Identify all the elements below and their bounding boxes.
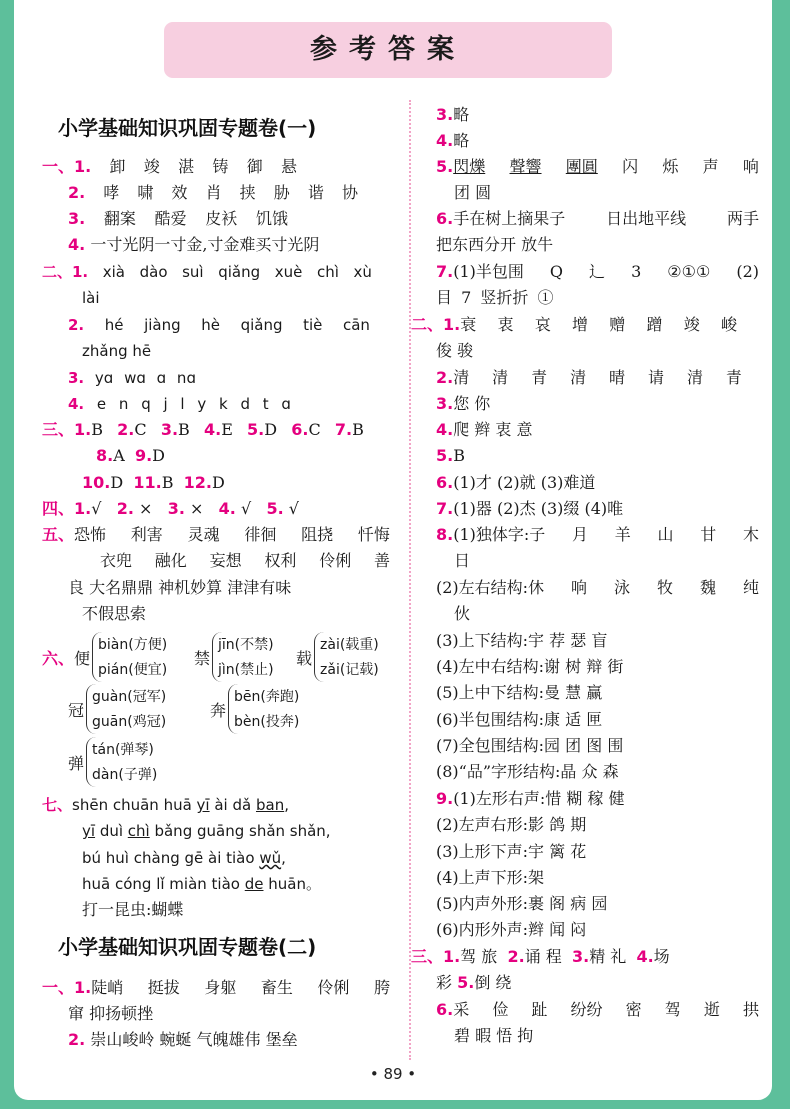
brace-box: guàn(冠军) guān(鸡冠) bbox=[86, 684, 166, 734]
answer-line: 3. 翻案 酷爱 皮袄 饥饿 bbox=[68, 209, 288, 228]
answer-line: (5)上中下结构:曼 慧 赢 bbox=[436, 683, 603, 702]
answer-line: 6.采 俭 趾 纷纷 密 驾 逝 拱 bbox=[436, 1000, 759, 1019]
answer-line: (6)半包围结构:康 适 匣 bbox=[436, 710, 603, 729]
answer-line: 2. hé jiàng hè qiǎng tiè cān bbox=[68, 316, 370, 334]
answer-line: 不假思索 bbox=[82, 604, 147, 623]
answer-line: (6)内形外声:辫 闻 闷 bbox=[436, 920, 587, 939]
page-title: 参考答案 bbox=[310, 34, 466, 65]
polyphone-group: 禁 jīn(不禁) jìn(禁止) bbox=[194, 632, 274, 682]
answer-line: (7)全包围结构:园 团 图 围 bbox=[436, 736, 624, 755]
answer-line: 一、1.陡峭 挺拔 身躯 畜生 伶俐 胯 bbox=[42, 978, 390, 997]
answer-line-cont: 碧 暇 悟 拘 bbox=[454, 1026, 534, 1045]
answer-line: 良 大名鼎鼎 神机妙算 津津有味 bbox=[68, 578, 292, 597]
answer-line: 衣兜 融化 妄想 权利 伶俐 善 bbox=[100, 551, 390, 570]
answer-line-cont: 俊 骏 bbox=[436, 341, 474, 360]
answer-line-cont: 彩 5.倒 绕 bbox=[436, 973, 512, 992]
answer-line: 2. 崇山峻岭 蜿蜒 气魄雄伟 堡垒 bbox=[68, 1030, 298, 1049]
answer-line: 10.D 11.B 12.D bbox=[82, 473, 225, 492]
answer-line: 3.略 bbox=[436, 105, 470, 124]
answer-line: 7.(1)半包围 Q 辶 3 ②①① (2) bbox=[436, 262, 759, 281]
answer-line: 6.手在树上摘果子 日出地平线 两手 bbox=[436, 209, 759, 228]
answer-line: 3.您 你 bbox=[436, 394, 491, 413]
answer-line: (5)内声外形:裹 阁 病 园 bbox=[436, 894, 608, 913]
answer-line: 4.爬 辫 衷 意 bbox=[436, 420, 533, 439]
answer-line: (2)左声右形:影 鸽 期 bbox=[436, 815, 587, 834]
answer-line: (4)上声下形:架 bbox=[436, 868, 545, 887]
answer-line-cont: 团 圆 bbox=[454, 183, 492, 202]
polyphone-group: 弹 tán(弹琴) dàn(子弹) bbox=[68, 737, 157, 787]
answer-line: 4. 一寸光阴一寸金,寸金难买寸光阴 bbox=[68, 235, 320, 254]
answer-line-cont: 把东西分开 放牛 bbox=[436, 235, 554, 254]
answer-line: (3)上形下声:宇 篱 花 bbox=[436, 842, 587, 861]
polyphone-group: 载 zài(载重) zǎi(记载) bbox=[296, 632, 379, 682]
answer-line: 4. e n q j l y k d t ɑ bbox=[68, 395, 291, 413]
answer-line-cont: 目 7 竖折折 ① bbox=[436, 288, 554, 307]
riddle-line: bú huì chàng gē ài tiào wǔ, bbox=[82, 849, 286, 867]
riddle-line: yī duì chì bǎng guāng shǎn shǎn, bbox=[82, 822, 331, 840]
answer-line: (3)上下结构:宇 荐 瑟 盲 bbox=[436, 631, 608, 650]
answer-line: (2)左右结构:休 响 泳 牧 魏 纯 bbox=[436, 578, 759, 597]
page-number: • 89 • bbox=[369, 1065, 417, 1083]
header-banner bbox=[164, 22, 612, 78]
riddle-line: huā cóng lǐ miàn tiào de huān。 bbox=[82, 875, 321, 893]
riddle-line: 七、shēn chuān huā yī ài dǎ ban, bbox=[42, 796, 289, 814]
answer-line: 8.A 9.D bbox=[96, 446, 165, 465]
answer-line: 3. yɑ wɑ ɑ nɑ bbox=[68, 369, 196, 387]
answer-line: 一、1. 卸 竣 湛 铸 御 悬 bbox=[42, 157, 297, 176]
brace-box: tán(弹琴) dàn(子弹) bbox=[86, 737, 157, 787]
answer-line: 2.清 清 青 清 晴 请 清 青 bbox=[436, 368, 742, 387]
polyphone-group: 奔 bēn(奔跑) bèn(投奔) bbox=[210, 684, 299, 734]
answer-line-cont: 窜 抑扬顿挫 bbox=[68, 1004, 154, 1023]
answer-line: 9.(1)左形右声:惜 糊 稼 健 bbox=[436, 789, 625, 808]
answer-line-cont: 伙 bbox=[454, 604, 471, 623]
answer-line: 8.(1)独体字:子 月 羊 山 甘 木 bbox=[436, 525, 759, 544]
brace-box: jīn(不禁) jìn(禁止) bbox=[212, 632, 274, 682]
column-divider bbox=[409, 100, 411, 1060]
answer-line-cont: lài bbox=[82, 289, 100, 307]
answer-line: 三、1.B 2.C 3.B 4.E 5.D 6.C 7.B bbox=[42, 420, 364, 439]
brace-box: zài(载重) zǎi(记载) bbox=[314, 632, 379, 682]
answer-line: 五、恐怖 利害 灵魂 徘徊 阻挠 忏悔 bbox=[42, 525, 390, 544]
answer-line: 四、1.√ 2. × 3. × 4. √ 5. √ bbox=[42, 499, 299, 518]
riddle-answer: 打一昆虫:蝴蝶 bbox=[82, 900, 184, 919]
answer-line: 4.略 bbox=[436, 131, 470, 150]
section-title-2: 小学基础知识巩固专题卷(二) bbox=[58, 935, 317, 959]
brace-box: biàn(方便) pián(便宜) bbox=[92, 632, 167, 682]
polyphone-group: 冠 guàn(冠军) guān(鸡冠) bbox=[68, 684, 166, 734]
brace-box: bēn(奔跑) bèn(投奔) bbox=[228, 684, 299, 734]
answer-page bbox=[14, 0, 772, 1100]
answer-line-cont: zhǎng hē bbox=[82, 342, 152, 360]
answer-line: 2. 哮 啸 效 肖 挟 胁 谐 协 bbox=[68, 183, 358, 202]
answer-line: 二、1. xià dào suì qiǎng xuè chì xù bbox=[42, 263, 372, 281]
polyphone-group: 六、 便 biàn(方便) pián(便宜) bbox=[42, 632, 167, 682]
answer-line-cont: 日 bbox=[454, 551, 471, 570]
answer-line: (8)“品”字形结构:晶 众 森 bbox=[436, 762, 619, 781]
answer-line: 5.閃爍 聲響 團圓 闪 烁 声 响 bbox=[436, 157, 759, 176]
answer-line: 5.B bbox=[436, 446, 465, 465]
answer-line: (4)左中右结构:谢 树 辩 街 bbox=[436, 657, 624, 676]
answer-line: 三、1.驾 旅 2.诵 程 3.精 礼 4.场 bbox=[411, 947, 670, 966]
answer-line: 二、1.衰 衷 哀 增 赠 蹭 竣 峻 bbox=[411, 315, 737, 334]
answer-line: 6.(1)才 (2)就 (3)难道 bbox=[436, 473, 596, 492]
section-title-1: 小学基础知识巩固专题卷(一) bbox=[58, 116, 317, 140]
answer-line: 7.(1)器 (2)杰 (3)缀 (4)唯 bbox=[436, 499, 624, 518]
